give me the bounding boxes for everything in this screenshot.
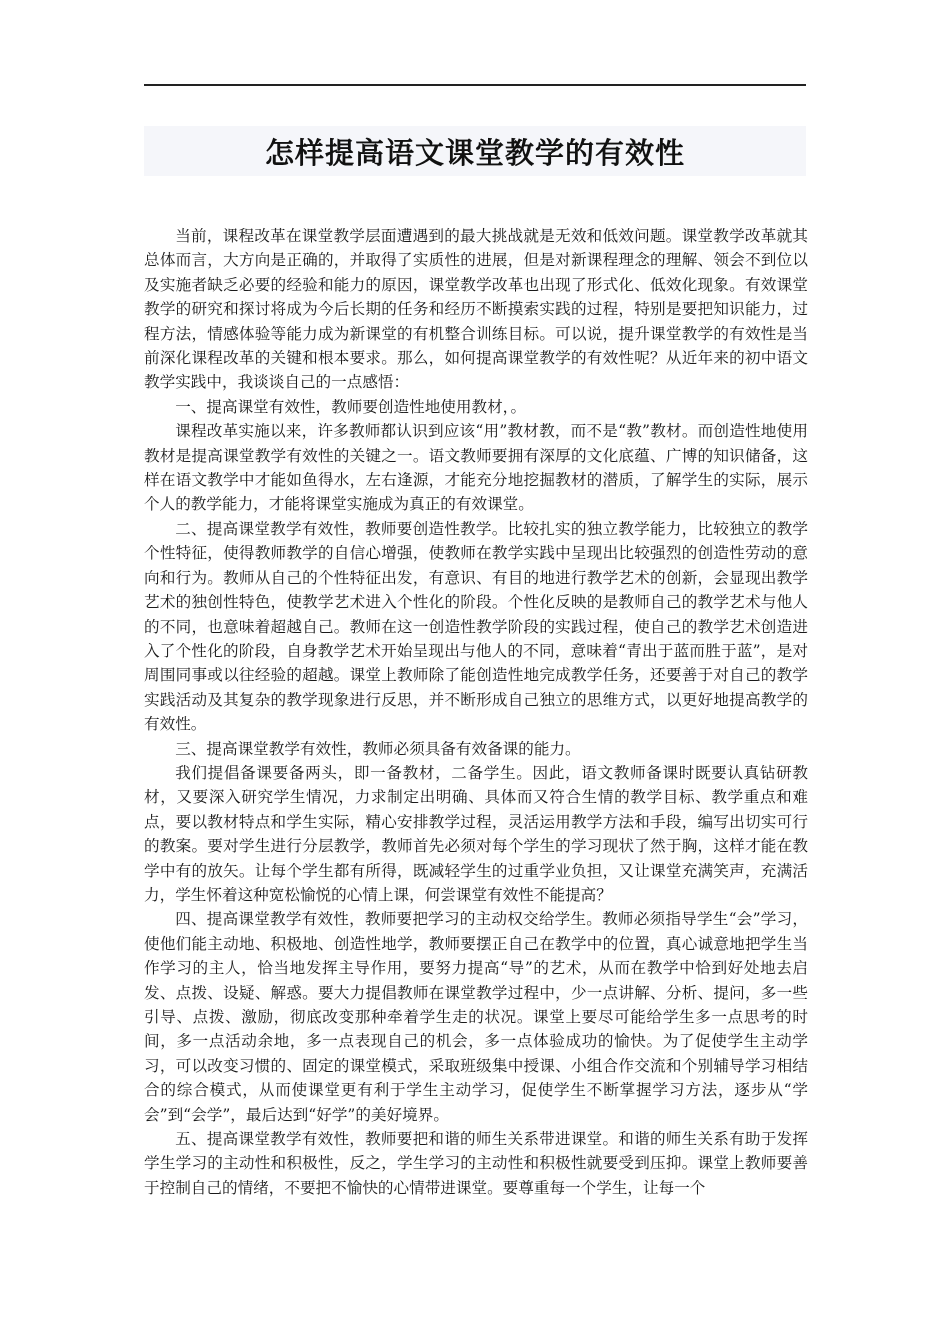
- paragraph-section-2: 二、提高课堂教学有效性，教师要创造性教学。比较扎实的独立教学能力，比较独立的教学个性特征，使得教师教学的自信心增强，使教师在教学实践中呈现出比较强烈的创造性劳动的意向和行为。教师从自己的个性特征出发，有意识、有目的地进行教学艺术的创新，会显现出教学艺术的独创性特色，使教学艺术进入个性化的阶段。个性化反映的是教师自己的教学艺术与他人的不同，也意味着超越自己。教师在这一创造性教学阶段的实践过程，使自己的教学艺术创造进入了个性化的阶段，自身教学艺术开始呈现出与他人的不同，意味着“青出于蓝而胜于蓝”，是对周围同事或以往经验的超越。课堂上教师除了能创造性地完成教学任务，还要善于对自己的教学实践活动及其复杂的教学现象进行反思，并不断形成自己独立的思维方式，以更好地提高教学的有效性。: [144, 519, 808, 734]
- document-body: [144, 224, 808, 1200]
- paragraph-intro: 当前，课程改革在课堂教学层面遭遇到的最大挑战就是无效和低效问题。课堂教学改革就其总体而言，大方向是正确的，并取得了实质性的进展，但是对新课程理念的理解、领会不到位以及实施者缺乏必要的经验和能力的原因，课堂教学改革也出现了形式化、低效化现象。有效课堂教学的研究和探讨将成为今后长期的任务和经历不断摸索实践的过程，特别是要把知识能力，过程方法，情感体验等能力成为新课堂的有机整合训练目标。可以说，提升课堂教学的有效性是当前深化课程改革的关键和根本要求。那么，如何提高课堂教学的有效性呢？从近年来的初中语文教学实践中，我谈谈自己的一点感悟：: [144, 227, 808, 392]
- paragraph-body-3: 我们提倡备课要备两头，即一备教材，二备学生。因此，语文教师备课时既要认真钻研教材，又要深入研究学生情况，力求制定出明确、具体而又符合生情的教学目标、教学重点和难点，要以教材特点和学生实际，精心安排教学过程，灵活运用教学方法和手段，编写出切实可行的教案。要对学生进行分层教学，教师首先必须对每个学生的学习现状了然于胸，这样才能在教学中有的放矢。让每个学生都有所得，既减轻学生的过重学业负担，又让课堂充满笑声，充满活力，学生怀着这种宽松愉悦的心情上课，何尝课堂有效性不能提高？: [144, 763, 808, 904]
- paragraph-heading-3: 三、提高课堂教学有效性，教师必须具备有效备课的能力。: [175, 739, 581, 758]
- paragraph-section-5: 五、提高课堂教学有效性，教师要把和谐的师生关系带进课堂。和谐的师生关系有助于发挥学生学习的主动性和积极性，反之，学生学习的主动性和积极性就要受到压抑。课堂上教师要善于控制自己的情绪，不要把不愉快的心情带进课堂。要尊重每一个学生，让每一个: [144, 1130, 808, 1197]
- header-rule: [144, 84, 806, 86]
- paragraph-body-1: 课程改革实施以来，许多教师都认识到应该“用”教材教，而不是“教”教材。而创造性地使用教材是提高课堂教学有效性的关键之一。语文教师要拥有深厚的文化底蕴、广博的知识储备，这样在语文教学中才能如鱼得水，左右逢源，才能充分地挖掘教材的潜质，了解学生的实际，展示个人的教学能力，才能将课堂实施成为真正的有效课堂。: [144, 422, 808, 514]
- paragraph-heading-1: 一、提高课堂有效性，教师要创造性地使用教材，。: [175, 397, 527, 416]
- page-title: 怎样提高语文课堂教学的有效性: [264, 135, 685, 170]
- title-band: [144, 126, 806, 176]
- paragraph-section-4: 四、提高课堂教学有效性，教师要把学习的主动权交给学生。教师必须指导学生“会”学习，使他们能主动地、积极地、创造性地学，教师要摆正自己在教学中的位置，真心诚意地把学生当作学习的主人，恰当地发挥主导作用，要努力提高“导”的艺术，从而在教学中恰到好处地去启发、点拨、设疑、解惑。要大力提倡教师在课堂教学过程中，少一点讲解、分析、提问，多一些引导、点拨、激励，彻底改变那种牵着学生走的状况。课堂上要尽可能给学生多一点思考的时间，多一点活动余地，多一点表现自己的机会，多一点体验成功的愉快。为了促使学生主动学习，可以改变习惯的、固定的课堂模式，采取班级集中授课、小组合作交流和个别辅导学习相结合的综合模式，从而使课堂更有利于学生主动学习，促使学生不断掌握学习方法，逐步从“学会”到“会学”，最后达到“好学”的美好境界。: [144, 910, 808, 1124]
